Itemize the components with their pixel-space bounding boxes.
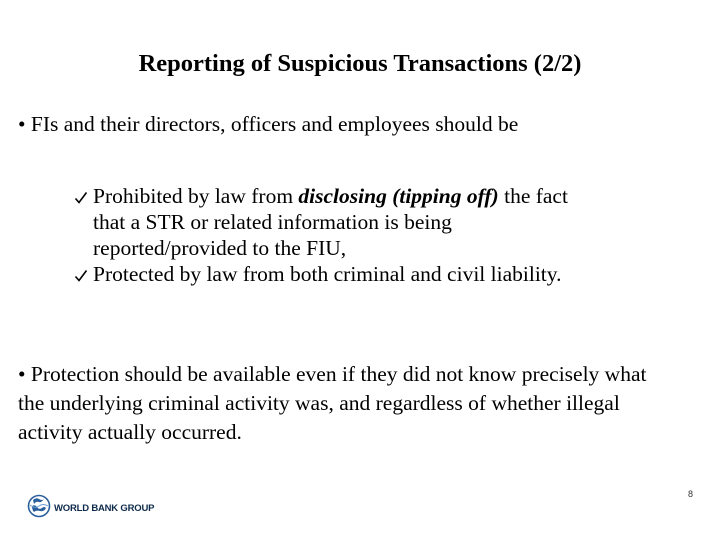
globe-icon [27,494,51,523]
checkmark-list [74,183,694,287]
check-text-emphasis: disclosing (tipping off) [298,184,499,208]
check-text-post: the fact [498,184,568,208]
logo-text: WORLD BANK GROUP [54,502,155,514]
page-number: 8 [688,489,694,499]
bullet-point-1: • FIs and their directors, officers and employees should be [18,112,519,136]
checkmark-icon [74,183,90,205]
world-bank-group-logo [27,496,154,520]
check-text-pre: Prohibited by law from [93,184,299,208]
checkmark-item-2 [74,261,694,287]
check-text-line2: that a STR or related information is being [93,210,452,234]
check-text-line3: reported/provided to the FIU, [93,236,347,260]
checkmark-item-1 [74,183,694,261]
slide-title: Reporting of Suspicious Transactions (2/2) [138,50,582,77]
check-text: Protected by law from both criminal and civil liability. [93,262,562,286]
checkmark-icon [74,261,90,283]
bullet-point-2: • Protection should be available even if they did not know precisely what the underlying criminal activity was, and regardless of whether illegal activity actually occurred. [18,362,647,444]
